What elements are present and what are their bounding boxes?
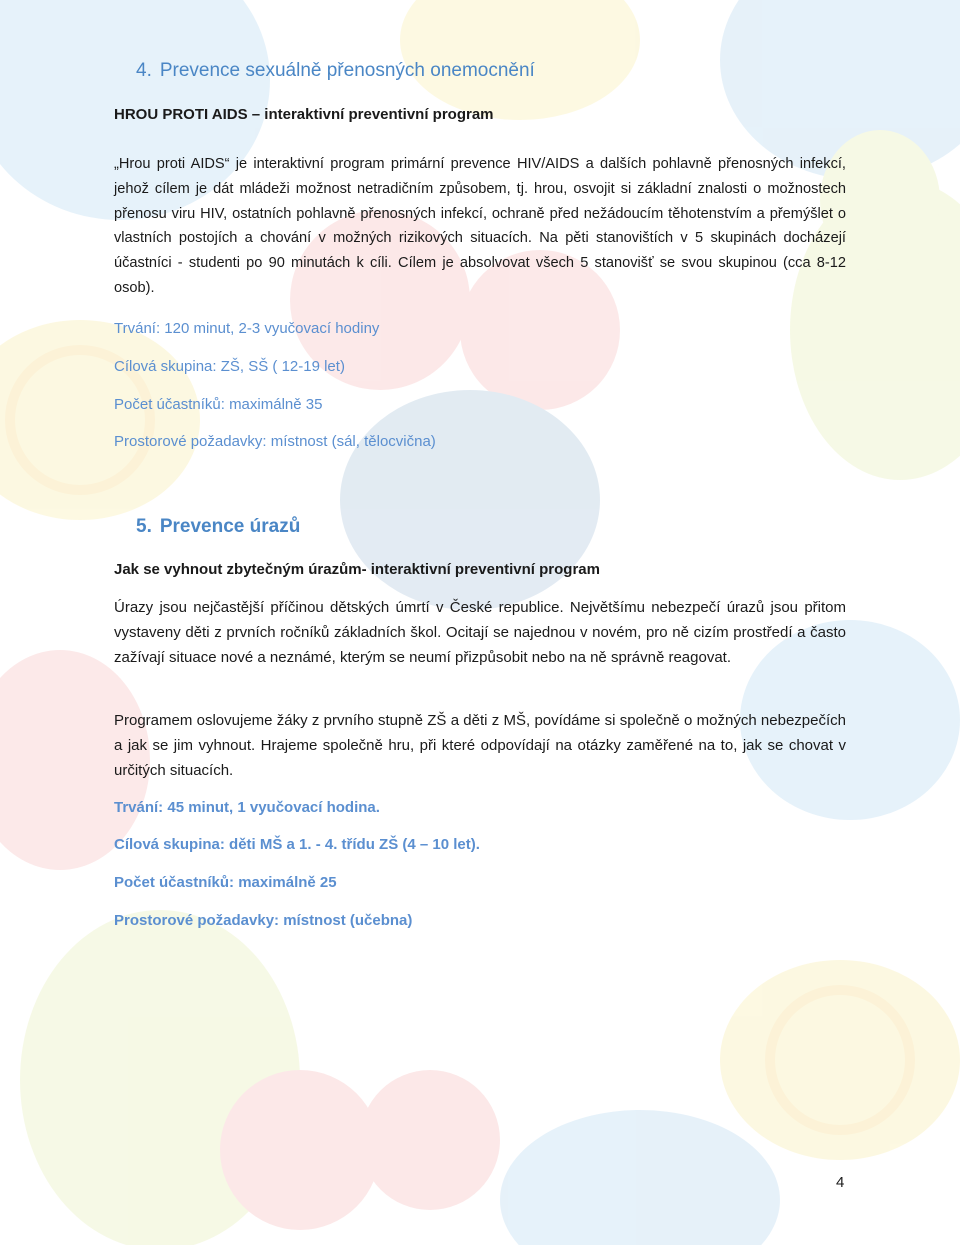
section-4-title: Prevence sexuálně přenosných onemocnění [159,60,535,81]
section-5-participants: Počet účastníků: maximálně 25 [114,874,337,891]
section-5-program-title: Jak se vyhnout zbytečným úrazům- interaktivní preventivní program [114,561,600,578]
section-5-target-group: Cílová skupina: děti MŠ a 1. - 4. třídu ZŠ (4 – 10 let). [114,836,480,853]
page-number: 4 [836,1174,845,1191]
section-5-number: 5. [136,516,152,537]
section-4-duration: Trvání: 120 minut, 2-3 vyučovací hodiny [114,320,380,337]
section-4-participants: Počet účastníků: maximálně 35 [114,396,323,413]
section-5-paragraph-2: Programem oslovujeme žáky z prvního stupně ZŠ a děti z MŠ, povídáme si společně o možných nebezpečích a jak se jim vyhnout. Hrajeme společně hru, při které odpovídají na otázky zaměřené na to, jak se chovat v určitých situacích. [114,712,846,779]
section-4-space: Prostorové požadavky: místnost (sál, tělocvična) [114,433,436,450]
section-5-paragraph-1: Úrazy jsou nejčastější příčinou dětských úmrtí v České republice. Největšímu nebezpečí úrazů jsou přitom vystaveny děti z prvních ročníků základních škol. Ocitají se najednou v novém, pro ně cizím prostředí a často zažívají situace nové a neznámé, kterým se neumí přizpůsobit nebo na ně správně reagovat. [114,599,846,666]
section-5-title: Prevence úrazů [159,516,301,537]
section-5-heading [136,516,300,538]
section-4-description: „Hrou proti AIDS“ je interaktivní program primární prevence HIV/AIDS a dalších pohlavně přenosných infekcí, jehož cílem je dát mládeži možnost netradičním způsobem, tj. hrou, osvojit si základní znalosti o možnostech přenosu viru HIV, ostatních pohlavně přenosných infekcí, ochraně před nežádoucím těhotenstvím a přemýšlet o vlastních postojích a chování v možných rizikových situacích. Na pěti stanovištích v 5 skupinách docházejí účastníci - studenti po 90 minutách k cíli. Cílem je absolvovat všech 5 stanovišť se svou skupinou (cca 8-12 osob). [114,156,846,296]
section-4-target-group: Cílová skupina: ZŠ, SŠ ( 12-19 let) [114,358,345,375]
section-5-duration: Trvání: 45 minut, 1 vyučovací hodina. [114,799,380,816]
section-4-number: 4. [136,60,152,81]
section-5-space: Prostorové požadavky: místnost (učebna) [114,912,413,929]
section-4-program-title: HROU PROTI AIDS – interaktivní preventivní program [114,106,494,123]
section-4-heading [136,60,535,82]
